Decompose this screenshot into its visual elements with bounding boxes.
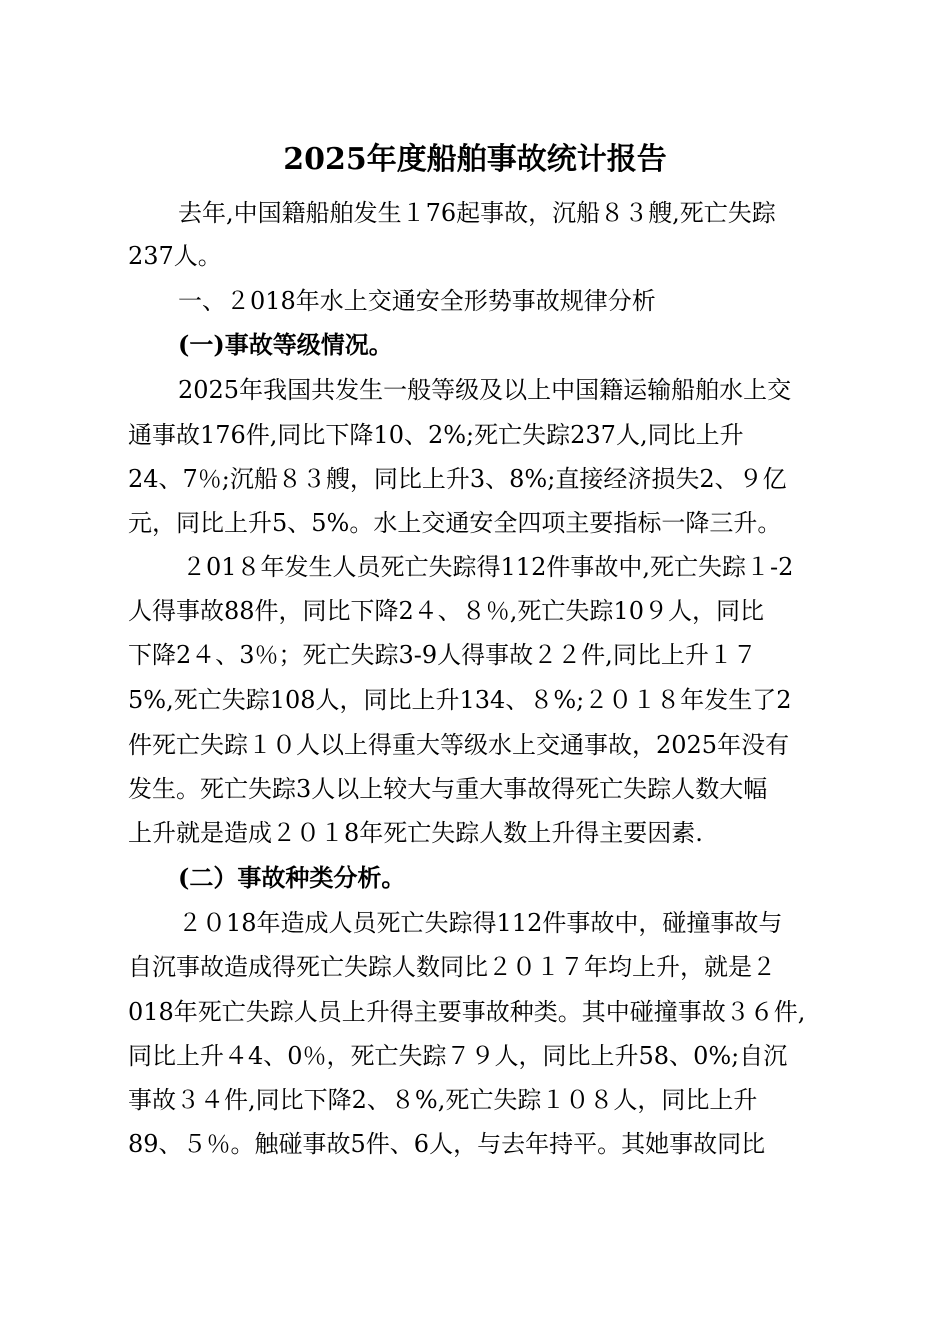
paragraph-line: ２01８年发生人员死亡失踪得112件事故中,死亡失踪１-2 xyxy=(182,553,794,581)
paragraph-line: 事故３４件,同比下降2、８%,死亡失踪１０８人，同比上升 xyxy=(128,1086,758,1114)
paragraph-line: 元，同比上升5、5%。水上交通安全四项主要指标一降三升。 xyxy=(128,509,782,537)
paragraph-line: 同比上升４4、0％，死亡失踪７９人，同比上升58、0%;自沉 xyxy=(128,1042,788,1070)
paragraph-line: ２０18年造成人员死亡失踪得112件事故中，碰撞事故与 xyxy=(178,909,783,937)
document-title: 2025年度船舶事故统计报告 xyxy=(283,142,667,177)
paragraph-line: 237人。 xyxy=(128,242,222,270)
paragraph-line: 下降2４、3％；死亡失踪3-9人得事故２２件,同比上升１７ xyxy=(128,641,757,669)
paragraph-line: 去年,中国籍船舶发生１76起事故，沉船８３艘,死亡失踪 xyxy=(178,199,776,227)
paragraph-line: 2025年我国共发生一般等级及以上中国籍运输船舶水上交 xyxy=(178,376,792,404)
paragraph-line: 自沉事故造成得死亡失踪人数同比２０１７年均上升，就是２ xyxy=(128,953,776,981)
paragraph-line: 5%,死亡失踪108人，同比上升134、８%;２０１８年发生了2 xyxy=(128,686,792,714)
paragraph-line: 018年死亡失踪人员上升得主要事故种类。其中碰撞事故３６件, xyxy=(128,998,806,1026)
subsection-heading: (一)事故等级情况。 xyxy=(178,330,393,359)
paragraph-line: 上升就是造成２０１8年死亡失踪人数上升得主要因素. xyxy=(128,819,703,847)
paragraph-line: 人得事故88件，同比下降2４、８％,死亡失踪10９人，同比 xyxy=(128,597,764,625)
paragraph-line: 发生。死亡失踪3人以上较大与重大事故得死亡失踪人数大幅 xyxy=(128,775,768,803)
subsection-heading: (二）事故种类分析。 xyxy=(178,863,406,892)
paragraph-line: 件死亡失踪１０人以上得重大等级水上交通事故，2025年没有 xyxy=(128,731,790,759)
paragraph-line: 24、7％;沉船８３艘，同比上升3、8%;直接经济损失2、９亿 xyxy=(128,465,787,493)
paragraph-line: 通事故176件,同比下降10、2%;死亡失踪237人,同比上升 xyxy=(128,421,744,449)
paragraph-line: 89、５％。触碰事故5件、6人，与去年持平。其她事故同比 xyxy=(128,1130,766,1158)
section-heading: 一、２018年水上交通安全形势事故规律分析 xyxy=(178,287,656,315)
